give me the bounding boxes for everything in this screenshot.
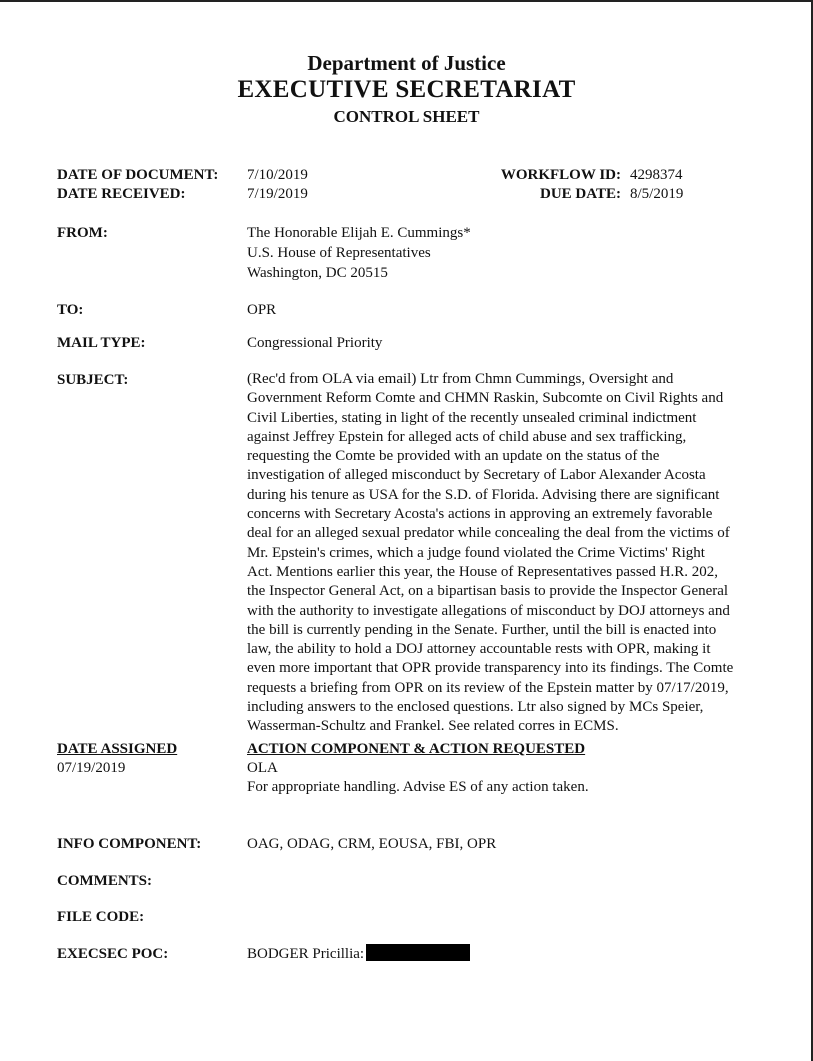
subject-line: Civil Liberties, stating in light of the recently unsealed criminal indictment xyxy=(247,409,697,426)
from-line: U.S. House of Representatives xyxy=(247,245,431,261)
from-label: FROM: xyxy=(57,225,108,241)
comments-label: COMMENTS: xyxy=(57,873,152,889)
subject-line: deal for an alleged sexual predator while concealing the deal from the victims of xyxy=(247,525,730,542)
to-label: TO: xyxy=(57,302,84,318)
to-value: OPR xyxy=(247,302,277,318)
file-code-label: FILE CODE: xyxy=(57,909,145,925)
date-received-value: 7/19/2019 xyxy=(247,186,308,202)
subject-line: requests a briefing from OPR on its review of the Epstein matter by 07/17/2019, xyxy=(247,679,729,696)
workflow-id-value: 4298374 xyxy=(630,167,683,183)
subject-line: including answers to the enclosed questions. Ltr also signed by MCs Speier, xyxy=(247,699,704,716)
subject-line: concerns with Secretary Acosta's actions in approving an extremely favorable xyxy=(247,506,713,523)
from-block xyxy=(247,223,471,283)
from-line: Washington, DC 20515 xyxy=(247,265,388,281)
subject-line: investigation of alleged misconduct by Secretary of Labor Alexander Acosta xyxy=(247,467,706,484)
office-title: EXECUTIVE SECRETARIAT xyxy=(237,76,576,103)
subject-line: (Rec'd from OLA via email) Ltr from Chmn Cummings, Oversight and xyxy=(247,371,674,387)
date-received-label: DATE RECEIVED: xyxy=(57,186,186,202)
due-date-value: 8/5/2019 xyxy=(630,186,684,202)
info-component-value: OAG, ODAG, CRM, EOUSA, FBI, OPR xyxy=(247,836,497,852)
date-of-document-label: DATE OF DOCUMENT: xyxy=(57,167,219,183)
execsec-poc-label: EXECSEC POC: xyxy=(57,946,169,962)
redaction-box xyxy=(366,944,470,961)
subject-line: law, the ability to hold a DOJ attorney accountable rests with OPR, making it xyxy=(247,641,711,658)
execsec-poc-value xyxy=(247,944,470,964)
subject-line: during his tenure as USA for the S.D. of Florida. Advising there are significant xyxy=(247,486,720,503)
subject-line: against Jeffrey Epstein for alleged acts of child abuse and sex trafficking, xyxy=(247,428,687,445)
subject-text xyxy=(247,370,767,737)
date-assigned-label: DATE ASSIGNED xyxy=(57,741,178,757)
subject-line: even more important that OPR provide transparency into its findings. The Comte xyxy=(247,660,734,677)
workflow-id-label: WORKFLOW ID: xyxy=(500,167,621,183)
subject-label: SUBJECT: xyxy=(57,372,129,388)
due-date-label: DUE DATE: xyxy=(540,186,621,202)
action-requested-value: For appropriate handling. Advise ES of any action taken. xyxy=(247,779,589,795)
sheet-title: CONTROL SHEET xyxy=(333,107,480,126)
info-component-label: INFO COMPONENT: xyxy=(57,836,202,852)
action-label: ACTION COMPONENT & ACTION REQUESTED xyxy=(247,741,586,757)
document-header xyxy=(0,50,813,129)
top-edge-line xyxy=(0,0,813,2)
subject-line: Government Reform Comte and CHMN Raskin, Subcomte on Civil Rights and xyxy=(247,390,724,407)
action-component-value: OLA xyxy=(247,760,278,776)
subject-line: with the authority to investigate allegations of misconduct by DOJ attorneys and xyxy=(247,602,730,619)
mail-type-label: MAIL TYPE: xyxy=(57,335,146,351)
subject-line: the bill is currently pending in the Senate. Further, until the bill is enacted into xyxy=(247,621,717,638)
subject-line: requesting the Comte be provided with an update on the status of the xyxy=(247,448,660,465)
date-of-document-value: 7/10/2019 xyxy=(247,167,308,183)
mail-type-value: Congressional Priority xyxy=(247,335,383,351)
from-line: The Honorable Elijah E. Cummings* xyxy=(247,225,471,241)
subject-line: the Inspector General Act, on a bipartisan basis to provide the Inspector General xyxy=(247,583,729,600)
subject-line: Act. Mentions earlier this year, the House of Representatives passed H.R. 202, xyxy=(247,563,718,580)
date-assigned-value: 07/19/2019 xyxy=(57,760,126,776)
subject-line: Mr. Epstein's crimes, which a judge found violated the Crime Victims' Right xyxy=(247,544,705,561)
execsec-poc-name: BODGER Pricillia: xyxy=(247,946,365,962)
department-title: Department of Justice xyxy=(307,51,506,75)
subject-line: Wasserman-Schultz and Frankel. See related corres in ECMS. xyxy=(247,718,619,735)
